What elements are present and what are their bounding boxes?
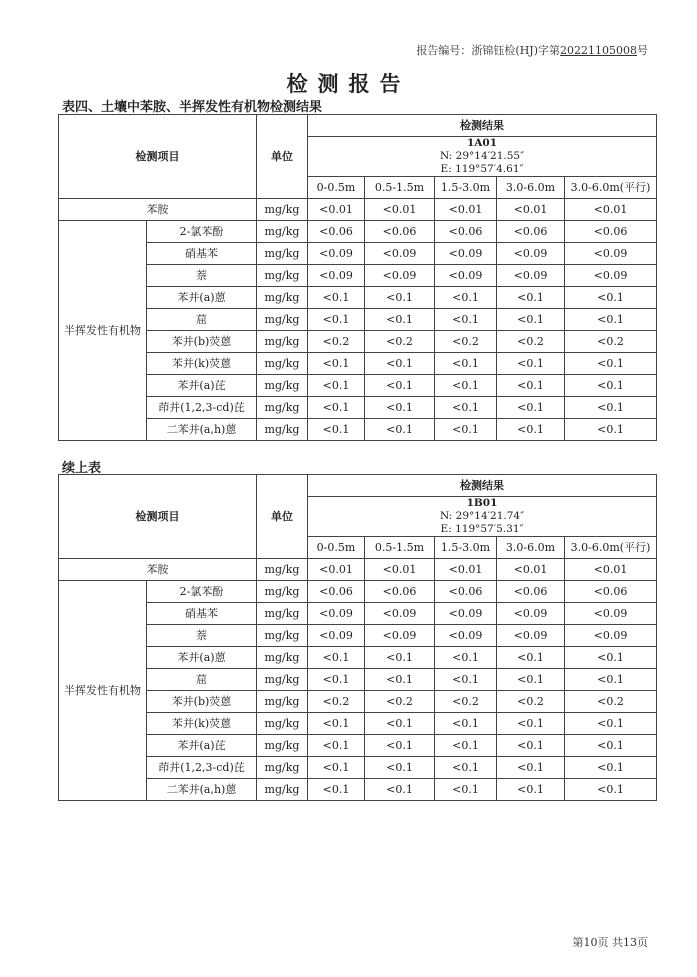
unit-cell: mg/kg	[257, 625, 308, 647]
table-row	[59, 691, 657, 713]
unit-cell: mg/kg	[257, 287, 308, 309]
value-cell: <0.09	[497, 243, 565, 265]
site-latitude: N: 29°14′21.55″	[439, 150, 525, 162]
value-cell: <0.1	[497, 287, 565, 309]
value-cell: <0.1	[365, 735, 435, 757]
value-cell: <0.1	[435, 287, 497, 309]
depth-header: 3.0-6.0m(平行)	[565, 537, 657, 559]
site-longitude: E: 119°57′4.61″	[440, 163, 524, 175]
value-cell: <0.01	[365, 199, 435, 221]
value-cell: <0.09	[565, 265, 657, 287]
col-header-result: 检测结果	[308, 115, 657, 137]
value-cell: <0.1	[435, 669, 497, 691]
value-cell: <0.09	[308, 243, 365, 265]
value-cell: <0.09	[308, 625, 365, 647]
col-header-unit: 单位	[257, 115, 308, 199]
value-cell: <0.06	[497, 221, 565, 243]
col-header-item: 检测项目	[59, 115, 257, 199]
value-cell: <0.09	[365, 265, 435, 287]
table-row	[59, 243, 657, 265]
value-cell: <0.1	[365, 419, 435, 441]
value-cell: <0.1	[497, 375, 565, 397]
item-name: 苯胺	[59, 199, 257, 221]
value-cell: <0.2	[565, 691, 657, 713]
table-row	[59, 309, 657, 331]
col-header-item: 检测项目	[59, 475, 257, 559]
value-cell: <0.2	[308, 691, 365, 713]
value-cell: <0.06	[565, 221, 657, 243]
group-label: 半挥发性有机物	[59, 581, 147, 801]
site-code: 1B01	[466, 497, 498, 509]
page-number: 第10页 共13页	[572, 936, 648, 949]
depth-header: 1.5-3.0m	[435, 177, 497, 199]
value-cell: <0.1	[308, 647, 365, 669]
value-cell: <0.09	[365, 625, 435, 647]
unit-cell: mg/kg	[257, 375, 308, 397]
value-cell: <0.01	[497, 559, 565, 581]
value-cell: <0.1	[435, 375, 497, 397]
value-cell: <0.1	[308, 735, 365, 757]
table-row	[59, 419, 657, 441]
section-title: 表四、土壤中苯胺、半挥发性有机物检测结果	[62, 100, 323, 115]
compound-name: 苯并(a)芘	[147, 735, 257, 757]
results-table-1	[58, 114, 657, 441]
value-cell: <0.1	[565, 713, 657, 735]
value-cell: <0.1	[308, 419, 365, 441]
value-cell: <0.2	[497, 691, 565, 713]
table-row	[59, 559, 657, 581]
report-number: 20221105008	[560, 44, 637, 57]
value-cell: <0.1	[365, 669, 435, 691]
depth-header: 3.0-6.0m	[497, 177, 565, 199]
value-cell: <0.1	[435, 779, 497, 801]
compound-name: 萘	[147, 625, 257, 647]
compound-name: 2-氯苯酚	[147, 581, 257, 603]
report-number-suffix: 号	[637, 44, 648, 57]
table-row	[59, 779, 657, 801]
value-cell: <0.1	[497, 353, 565, 375]
compound-name: 二苯并(a,h)蒽	[147, 419, 257, 441]
value-cell: <0.06	[308, 581, 365, 603]
table-row	[59, 581, 657, 603]
value-cell: <0.1	[365, 309, 435, 331]
value-cell: <0.1	[308, 353, 365, 375]
site-code: 1A01	[466, 137, 498, 149]
unit-cell: mg/kg	[257, 331, 308, 353]
compound-name: 二苯并(a,h)蒽	[147, 779, 257, 801]
table-row	[59, 199, 657, 221]
value-cell: <0.2	[565, 331, 657, 353]
table-row	[59, 331, 657, 353]
value-cell: <0.1	[565, 375, 657, 397]
value-cell: <0.1	[365, 375, 435, 397]
value-cell: <0.1	[365, 757, 435, 779]
value-cell: <0.01	[308, 559, 365, 581]
value-cell: <0.1	[565, 287, 657, 309]
value-cell: <0.09	[497, 265, 565, 287]
compound-name: 苯并(b)荧蒽	[147, 691, 257, 713]
value-cell: <0.1	[435, 735, 497, 757]
value-cell: <0.1	[497, 647, 565, 669]
value-cell: <0.09	[497, 603, 565, 625]
value-cell: <0.09	[365, 603, 435, 625]
value-cell: <0.2	[435, 331, 497, 353]
group-label: 半挥发性有机物	[59, 221, 147, 441]
compound-name: 苯并(a)芘	[147, 375, 257, 397]
compound-name: 硝基苯	[147, 243, 257, 265]
table-row	[59, 375, 657, 397]
table-row	[59, 265, 657, 287]
value-cell: <0.1	[565, 757, 657, 779]
table-row	[59, 669, 657, 691]
value-cell: <0.1	[365, 353, 435, 375]
site-info	[308, 137, 657, 177]
value-cell: <0.09	[435, 243, 497, 265]
value-cell: <0.1	[565, 397, 657, 419]
unit-cell: mg/kg	[257, 735, 308, 757]
value-cell: <0.1	[497, 779, 565, 801]
results-table-2	[58, 474, 657, 801]
table-row	[59, 603, 657, 625]
unit-cell: mg/kg	[257, 353, 308, 375]
value-cell: <0.09	[565, 625, 657, 647]
item-name: 苯胺	[59, 559, 257, 581]
value-cell: <0.01	[365, 559, 435, 581]
value-cell: <0.1	[308, 397, 365, 419]
value-cell: <0.1	[497, 735, 565, 757]
value-cell: <0.06	[435, 221, 497, 243]
unit-cell: mg/kg	[257, 419, 308, 441]
value-cell: <0.06	[565, 581, 657, 603]
value-cell: <0.1	[435, 353, 497, 375]
compound-name: 茚并(1,2,3-cd)芘	[147, 397, 257, 419]
value-cell: <0.1	[365, 647, 435, 669]
unit-cell: mg/kg	[257, 243, 308, 265]
compound-name: 苯并(k)荧蒽	[147, 353, 257, 375]
table-row	[59, 221, 657, 243]
value-cell: <0.1	[497, 419, 565, 441]
report-number-label: 报告编号：浙锦钰检(HJ)字第	[416, 44, 561, 57]
page-title: 检测报告	[286, 72, 411, 96]
unit-cell: mg/kg	[257, 603, 308, 625]
depth-header: 0.5-1.5m	[365, 537, 435, 559]
compound-name: 䓛	[147, 669, 257, 691]
unit-cell: mg/kg	[257, 647, 308, 669]
depth-header: 0-0.5m	[308, 537, 365, 559]
col-header-unit: 单位	[257, 475, 308, 559]
value-cell: <0.09	[565, 243, 657, 265]
unit-cell: mg/kg	[257, 265, 308, 287]
value-cell: <0.1	[435, 309, 497, 331]
value-cell: <0.1	[435, 397, 497, 419]
value-cell: <0.1	[497, 397, 565, 419]
value-cell: <0.1	[365, 397, 435, 419]
compound-name: 苯并(k)荧蒽	[147, 713, 257, 735]
value-cell: <0.09	[308, 265, 365, 287]
value-cell: <0.09	[308, 603, 365, 625]
table-row	[59, 397, 657, 419]
table-row	[59, 287, 657, 309]
value-cell: <0.1	[435, 647, 497, 669]
table-row	[59, 713, 657, 735]
value-cell: <0.1	[565, 419, 657, 441]
table-row	[59, 735, 657, 757]
value-cell: <0.1	[435, 757, 497, 779]
value-cell: <0.1	[308, 757, 365, 779]
unit-cell: mg/kg	[257, 669, 308, 691]
compound-name: 2-氯苯酚	[147, 221, 257, 243]
value-cell: <0.09	[435, 603, 497, 625]
site-info	[308, 497, 657, 537]
value-cell: <0.1	[565, 647, 657, 669]
value-cell: <0.1	[308, 375, 365, 397]
value-cell: <0.1	[565, 669, 657, 691]
value-cell: <0.2	[435, 691, 497, 713]
unit-cell: mg/kg	[257, 559, 308, 581]
value-cell: <0.2	[365, 691, 435, 713]
value-cell: <0.06	[497, 581, 565, 603]
site-latitude: N: 29°14′21.74″	[439, 510, 525, 522]
unit-cell: mg/kg	[257, 199, 308, 221]
value-cell: <0.09	[435, 265, 497, 287]
depth-header: 1.5-3.0m	[435, 537, 497, 559]
value-cell: <0.01	[565, 559, 657, 581]
value-cell: <0.01	[565, 199, 657, 221]
compound-name: 茚并(1,2,3-cd)芘	[147, 757, 257, 779]
unit-cell: mg/kg	[257, 309, 308, 331]
value-cell: <0.1	[565, 735, 657, 757]
value-cell: <0.06	[308, 221, 365, 243]
col-header-result: 检测结果	[308, 475, 657, 497]
table-row	[59, 353, 657, 375]
value-cell: <0.1	[308, 309, 365, 331]
value-cell: <0.1	[497, 757, 565, 779]
value-cell: <0.1	[565, 779, 657, 801]
value-cell: <0.09	[365, 243, 435, 265]
compound-name: 苯并(a)蒽	[147, 287, 257, 309]
table-row	[59, 757, 657, 779]
value-cell: <0.1	[435, 419, 497, 441]
compound-name: 苯并(b)荧蒽	[147, 331, 257, 353]
value-cell: <0.1	[365, 287, 435, 309]
value-cell: <0.01	[497, 199, 565, 221]
value-cell: <0.2	[308, 331, 365, 353]
value-cell: <0.09	[565, 603, 657, 625]
value-cell: <0.1	[565, 353, 657, 375]
value-cell: <0.06	[365, 221, 435, 243]
depth-header: 3.0-6.0m(平行)	[565, 177, 657, 199]
compound-name: 䓛	[147, 309, 257, 331]
value-cell: <0.01	[435, 559, 497, 581]
compound-name: 苯并(a)蒽	[147, 647, 257, 669]
value-cell: <0.1	[497, 669, 565, 691]
value-cell: <0.01	[308, 199, 365, 221]
value-cell: <0.06	[365, 581, 435, 603]
value-cell: <0.2	[365, 331, 435, 353]
continued-title: 续上表	[62, 461, 102, 476]
depth-header: 3.0-6.0m	[497, 537, 565, 559]
site-longitude: E: 119°57′5.31″	[440, 523, 524, 535]
value-cell: <0.1	[365, 713, 435, 735]
value-cell: <0.1	[497, 713, 565, 735]
unit-cell: mg/kg	[257, 757, 308, 779]
value-cell: <0.1	[365, 779, 435, 801]
unit-cell: mg/kg	[257, 713, 308, 735]
value-cell: <0.1	[565, 309, 657, 331]
report-number-line	[416, 42, 648, 58]
depth-header: 0-0.5m	[308, 177, 365, 199]
table-row	[59, 647, 657, 669]
compound-name: 硝基苯	[147, 603, 257, 625]
compound-name: 萘	[147, 265, 257, 287]
value-cell: <0.1	[308, 779, 365, 801]
table-row	[59, 625, 657, 647]
value-cell: <0.06	[435, 581, 497, 603]
unit-cell: mg/kg	[257, 581, 308, 603]
value-cell: <0.1	[435, 713, 497, 735]
value-cell: <0.09	[435, 625, 497, 647]
value-cell: <0.01	[435, 199, 497, 221]
value-cell: <0.1	[308, 713, 365, 735]
unit-cell: mg/kg	[257, 221, 308, 243]
unit-cell: mg/kg	[257, 397, 308, 419]
depth-header: 0.5-1.5m	[365, 177, 435, 199]
value-cell: <0.09	[497, 625, 565, 647]
unit-cell: mg/kg	[257, 779, 308, 801]
value-cell: <0.2	[497, 331, 565, 353]
unit-cell: mg/kg	[257, 691, 308, 713]
value-cell: <0.1	[308, 669, 365, 691]
value-cell: <0.1	[497, 309, 565, 331]
value-cell: <0.1	[308, 287, 365, 309]
